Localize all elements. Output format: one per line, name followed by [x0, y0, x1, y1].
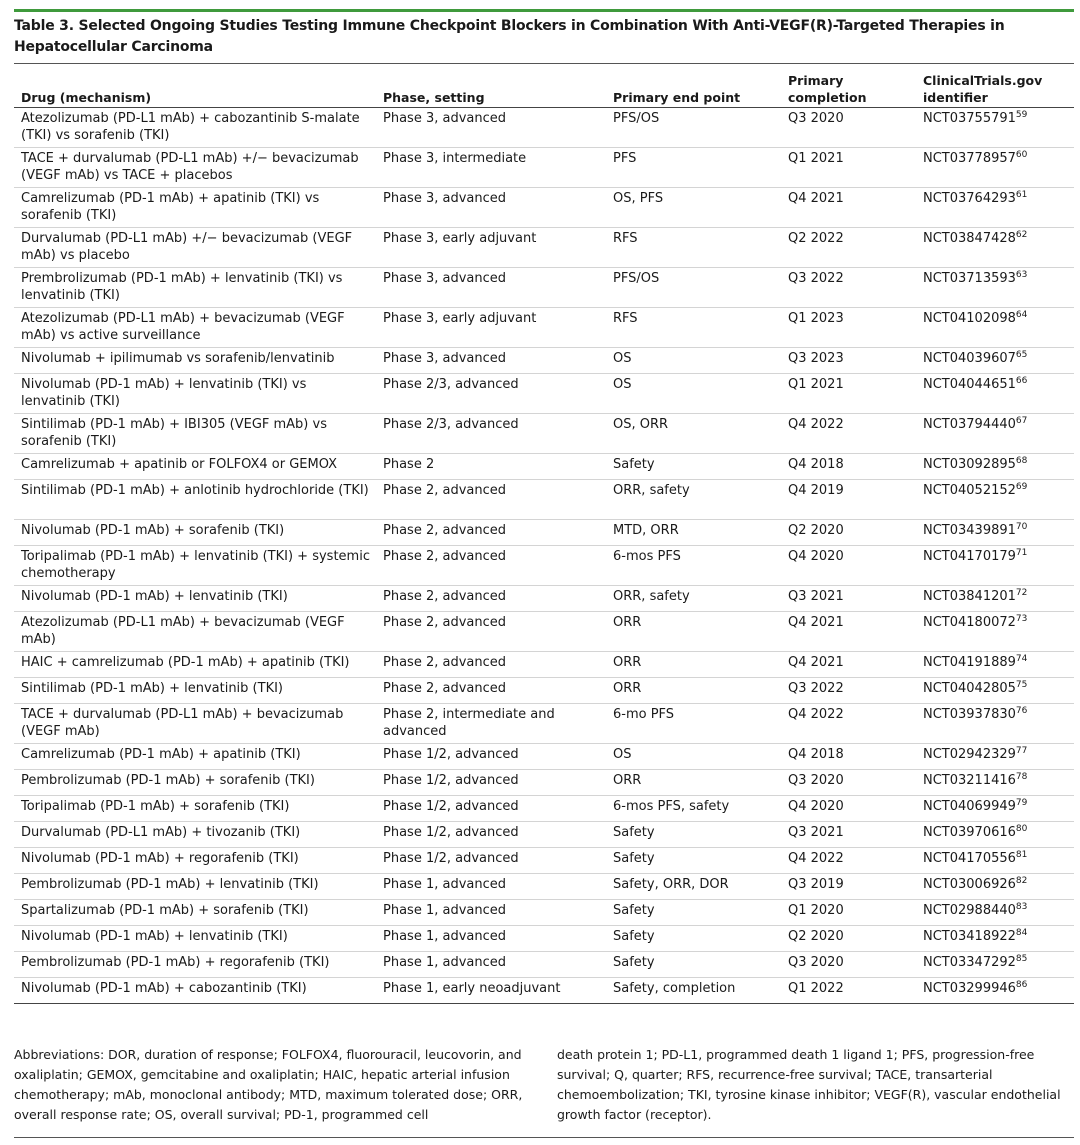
cell-endpoint: Safety: [606, 900, 781, 926]
cell-phase: Phase 1/2, advanced: [376, 744, 606, 770]
cell-phase: Phase 2/3, advanced: [376, 374, 606, 414]
cell-endpoint: OS, ORR: [606, 414, 781, 454]
cell-identifier: [916, 228, 1074, 268]
cell-completion: Q4 2022: [781, 414, 916, 454]
cell-identifier: [916, 454, 1074, 480]
cell-completion: Q3 2022: [781, 268, 916, 308]
cell-drug: Atezolizumab (PD-L1 mAb) + bevacizumab (VEGF mAb): [14, 612, 376, 652]
header-row: [14, 70, 1074, 108]
nct-id: NCT03092895: [923, 457, 1016, 472]
cell-endpoint: ORR, safety: [606, 480, 781, 520]
cell-drug: Nivolumab (PD-1 mAb) + sorafenib (TKI): [14, 520, 376, 546]
cell-endpoint: PFS: [606, 148, 781, 188]
reference-number: 84: [1015, 928, 1028, 938]
cell-drug: Durvalumab (PD-L1 mAb) +/− bevacizumab (VEGF mAb) vs placebo: [14, 228, 376, 268]
cell-completion: Q4 2021: [781, 652, 916, 678]
cell-completion: Q3 2020: [781, 952, 916, 978]
cell-identifier: [916, 652, 1074, 678]
table-row: [14, 848, 1074, 874]
cell-identifier: [916, 796, 1074, 822]
header-completion: Primary completion: [781, 70, 916, 108]
cell-identifier: [916, 374, 1074, 414]
cell-drug: Sintilimab (PD-1 mAb) + IBI305 (VEGF mAb) vs sorafenib (TKI): [14, 414, 376, 454]
nct-id: NCT04191889: [923, 655, 1016, 670]
cell-endpoint: Safety: [606, 848, 781, 874]
nct-id: NCT03418922: [923, 929, 1016, 944]
cell-completion: Q4 2021: [781, 612, 916, 652]
cell-phase: Phase 2/3, advanced: [376, 414, 606, 454]
cell-phase: Phase 2, advanced: [376, 520, 606, 546]
reference-number: 75: [1015, 680, 1028, 690]
cell-drug: Sintilimab (PD-1 mAb) + anlotinib hydrochloride (TKI): [14, 480, 376, 520]
cell-phase: Phase 3, advanced: [376, 268, 606, 308]
reference-number: 86: [1015, 980, 1028, 990]
nct-id: NCT04069949: [923, 799, 1016, 814]
table-row: [14, 188, 1074, 228]
nct-id: NCT04170556: [923, 851, 1016, 866]
cell-phase: Phase 2: [376, 454, 606, 480]
table-row: [14, 414, 1074, 454]
nct-id: NCT03841201: [923, 589, 1016, 604]
table-row: [14, 228, 1074, 268]
cell-drug: Atezolizumab (PD-L1 mAb) + bevacizumab (VEGF mAb) vs active surveillance: [14, 308, 376, 348]
cell-endpoint: OS: [606, 744, 781, 770]
cell-endpoint: 6-mo PFS: [606, 704, 781, 744]
table-row: [14, 926, 1074, 952]
reference-number: 63: [1015, 270, 1028, 280]
table-row: [14, 480, 1074, 520]
nct-id: NCT04039607: [923, 351, 1016, 366]
cell-endpoint: OS: [606, 374, 781, 414]
cell-phase: Phase 1, early neoadjuvant: [376, 978, 606, 1004]
cell-identifier: [916, 704, 1074, 744]
header-phase: Phase, setting: [376, 70, 606, 108]
cell-endpoint: ORR: [606, 678, 781, 704]
reference-number: 81: [1015, 850, 1028, 860]
cell-identifier: [916, 744, 1074, 770]
nct-id: NCT04102098: [923, 311, 1016, 326]
cell-drug: Toripalimab (PD-1 mAb) + sorafenib (TKI): [14, 796, 376, 822]
reference-number: 60: [1015, 150, 1028, 160]
cell-completion: Q3 2021: [781, 822, 916, 848]
table-row: [14, 952, 1074, 978]
table-row: [14, 546, 1074, 586]
cell-identifier: [916, 978, 1074, 1004]
cell-phase: Phase 2, advanced: [376, 546, 606, 586]
nct-id: NCT02988440: [923, 903, 1016, 918]
cell-drug: Nivolumab (PD-1 mAb) + lenvatinib (TKI) vs lenvatinib (TKI): [14, 374, 376, 414]
reference-number: 61: [1015, 190, 1028, 200]
cell-endpoint: PFS/OS: [606, 268, 781, 308]
cell-identifier: [916, 612, 1074, 652]
table-row: [14, 454, 1074, 480]
cell-phase: Phase 2, advanced: [376, 678, 606, 704]
cell-phase: Phase 3, advanced: [376, 108, 606, 148]
cell-phase: Phase 2, advanced: [376, 612, 606, 652]
nct-id: NCT03847428: [923, 231, 1016, 246]
reference-number: 71: [1015, 548, 1028, 558]
reference-number: 85: [1015, 954, 1028, 964]
cell-identifier: [916, 926, 1074, 952]
cell-identifier: [916, 188, 1074, 228]
nct-id: NCT03439891: [923, 523, 1016, 538]
cell-endpoint: RFS: [606, 228, 781, 268]
cell-endpoint: ORR, safety: [606, 586, 781, 612]
reference-number: 65: [1015, 350, 1028, 360]
table-row: [14, 822, 1074, 848]
cell-identifier: [916, 148, 1074, 188]
cell-completion: Q1 2022: [781, 978, 916, 1004]
cell-endpoint: Safety, ORR, DOR: [606, 874, 781, 900]
nct-id: NCT03794440: [923, 417, 1016, 432]
cell-endpoint: OS: [606, 348, 781, 374]
table-row: [14, 520, 1074, 546]
cell-completion: Q3 2020: [781, 770, 916, 796]
cell-drug: Pembrolizumab (PD-1 mAb) + regorafenib (TKI): [14, 952, 376, 978]
cell-identifier: [916, 520, 1074, 546]
nct-id: NCT04180072: [923, 615, 1016, 630]
abbreviations-right: death protein 1; PD-L1, programmed death 1 ligand 1; PFS, progression-free survival; Q, quarter; RFS, recurrence-free survival; TACE, transarterial chemoembolization; TKI, tyrosine kinase inhibitor; VEGF(R), vascular endothelial growth factor (receptor).: [557, 1047, 1061, 1122]
cell-endpoint: PFS/OS: [606, 108, 781, 148]
cell-identifier: [916, 348, 1074, 374]
nct-id: NCT03937830: [923, 707, 1016, 722]
reference-number: 73: [1015, 614, 1028, 624]
cell-phase: Phase 1, advanced: [376, 952, 606, 978]
reference-number: 64: [1015, 310, 1028, 320]
cell-endpoint: ORR: [606, 612, 781, 652]
header-endpoint: Primary end point: [606, 70, 781, 108]
cell-phase: Phase 3, advanced: [376, 188, 606, 228]
cell-phase: Phase 3, advanced: [376, 348, 606, 374]
table-row: [14, 744, 1074, 770]
cell-drug: Camrelizumab + apatinib or FOLFOX4 or GEMOX: [14, 454, 376, 480]
cell-identifier: [916, 678, 1074, 704]
cell-completion: Q4 2020: [781, 546, 916, 586]
nct-id: NCT02942329: [923, 747, 1016, 762]
cell-endpoint: OS, PFS: [606, 188, 781, 228]
table-row: [14, 148, 1074, 188]
nct-id: NCT03006926: [923, 877, 1016, 892]
cell-drug: TACE + durvalumab (PD-L1 mAb) +/− bevacizumab (VEGF mAb) vs TACE + placebos: [14, 148, 376, 188]
reference-number: 62: [1015, 230, 1028, 240]
table-row: [14, 374, 1074, 414]
cell-identifier: [916, 848, 1074, 874]
cell-drug: Durvalumab (PD-L1 mAb) + tivozanib (TKI): [14, 822, 376, 848]
reference-number: 79: [1015, 798, 1028, 808]
reference-number: 78: [1015, 772, 1028, 782]
cell-completion: Q4 2021: [781, 188, 916, 228]
cell-phase: Phase 1, advanced: [376, 900, 606, 926]
cell-drug: Camrelizumab (PD-1 mAb) + apatinib (TKI) vs sorafenib (TKI): [14, 188, 376, 228]
cell-drug: Nivolumab (PD-1 mAb) + lenvatinib (TKI): [14, 586, 376, 612]
cell-completion: Q1 2021: [781, 374, 916, 414]
cell-endpoint: ORR: [606, 652, 781, 678]
table-row: [14, 900, 1074, 926]
header-top-rule: [14, 63, 1074, 64]
cell-drug: Nivolumab (PD-1 mAb) + regorafenib (TKI): [14, 848, 376, 874]
table-row: [14, 978, 1074, 1004]
cell-completion: Q2 2022: [781, 228, 916, 268]
cell-drug: Spartalizumab (PD-1 mAb) + sorafenib (TKI): [14, 900, 376, 926]
cell-drug: TACE + durvalumab (PD-L1 mAb) + bevacizumab (VEGF mAb): [14, 704, 376, 744]
cell-completion: Q4 2020: [781, 796, 916, 822]
cell-identifier: [916, 546, 1074, 586]
reference-number: 80: [1015, 824, 1028, 834]
nct-id: NCT03764293: [923, 191, 1016, 206]
nct-id: NCT03778957: [923, 151, 1016, 166]
table-row: [14, 308, 1074, 348]
cell-identifier: [916, 952, 1074, 978]
cell-drug: Nivolumab (PD-1 mAb) + lenvatinib (TKI): [14, 926, 376, 952]
cell-phase: Phase 1/2, advanced: [376, 848, 606, 874]
cell-phase: Phase 3, early adjuvant: [376, 228, 606, 268]
cell-completion: Q4 2019: [781, 480, 916, 520]
cell-identifier: [916, 268, 1074, 308]
nct-id: NCT03347292: [923, 955, 1016, 970]
table-row: [14, 268, 1074, 308]
table-row: [14, 612, 1074, 652]
cell-completion: Q3 2019: [781, 874, 916, 900]
cell-drug: Sintilimab (PD-1 mAb) + lenvatinib (TKI): [14, 678, 376, 704]
cell-drug: Camrelizumab (PD-1 mAb) + apatinib (TKI): [14, 744, 376, 770]
cell-identifier: [916, 822, 1074, 848]
reference-number: 77: [1015, 746, 1028, 756]
nct-id: NCT03970616: [923, 825, 1016, 840]
cell-drug: Pembrolizumab (PD-1 mAb) + lenvatinib (TKI): [14, 874, 376, 900]
reference-number: 70: [1015, 522, 1028, 532]
cell-completion: Q3 2023: [781, 348, 916, 374]
cell-drug: Nivolumab (PD-1 mAb) + cabozantinib (TKI): [14, 978, 376, 1004]
cell-phase: Phase 1/2, advanced: [376, 770, 606, 796]
cell-endpoint: Safety, completion: [606, 978, 781, 1004]
cell-identifier: [916, 480, 1074, 520]
studies-table: [14, 70, 1074, 1004]
cell-identifier: [916, 586, 1074, 612]
nct-id: NCT04044651: [923, 377, 1016, 392]
cell-endpoint: Safety: [606, 822, 781, 848]
reference-number: 72: [1015, 588, 1028, 598]
cell-identifier: [916, 900, 1074, 926]
table-row: [14, 586, 1074, 612]
cell-completion: Q2 2020: [781, 926, 916, 952]
cell-completion: Q4 2018: [781, 454, 916, 480]
nct-id: NCT03211416: [923, 773, 1016, 788]
cell-drug: HAIC + camrelizumab (PD-1 mAb) + apatinib (TKI): [14, 652, 376, 678]
cell-completion: Q4 2022: [781, 704, 916, 744]
cell-completion: Q1 2023: [781, 308, 916, 348]
cell-phase: Phase 1, advanced: [376, 874, 606, 900]
reference-number: 74: [1015, 654, 1028, 664]
table-row: [14, 348, 1074, 374]
reference-number: 83: [1015, 902, 1028, 912]
header-identifier: ClinicalTrials.gov identifier: [916, 70, 1074, 108]
cell-identifier: [916, 414, 1074, 454]
cell-completion: Q3 2022: [781, 678, 916, 704]
cell-phase: Phase 3, early adjuvant: [376, 308, 606, 348]
nct-id: NCT03299946: [923, 981, 1016, 996]
cell-phase: Phase 2, advanced: [376, 586, 606, 612]
reference-number: 59: [1015, 110, 1028, 120]
nct-id: NCT04052152: [923, 483, 1016, 498]
cell-endpoint: MTD, ORR: [606, 520, 781, 546]
cell-identifier: [916, 874, 1074, 900]
table-row: [14, 704, 1074, 744]
table-row: [14, 108, 1074, 148]
cell-endpoint: ORR: [606, 770, 781, 796]
cell-drug: Prembrolizumab (PD-1 mAb) + lenvatinib (TKI) vs lenvatinib (TKI): [14, 268, 376, 308]
cell-endpoint: RFS: [606, 308, 781, 348]
cell-completion: Q1 2021: [781, 148, 916, 188]
cell-identifier: [916, 308, 1074, 348]
reference-number: 66: [1015, 376, 1028, 386]
title-accent-bar: [14, 9, 1074, 12]
cell-endpoint: 6-mos PFS: [606, 546, 781, 586]
cell-drug: Toripalimab (PD-1 mAb) + lenvatinib (TKI) + systemic chemotherapy: [14, 546, 376, 586]
cell-phase: Phase 2, advanced: [376, 480, 606, 520]
cell-completion: Q1 2020: [781, 900, 916, 926]
nct-id: NCT03713593: [923, 271, 1016, 286]
cell-phase: Phase 1/2, advanced: [376, 822, 606, 848]
cell-drug: Pembrolizumab (PD-1 mAb) + sorafenib (TKI): [14, 770, 376, 796]
reference-number: 67: [1015, 416, 1028, 426]
cell-phase: Phase 2, advanced: [376, 652, 606, 678]
reference-number: 69: [1015, 482, 1028, 492]
reference-number: 76: [1015, 706, 1028, 716]
cell-completion: Q4 2018: [781, 744, 916, 770]
cell-completion: Q4 2022: [781, 848, 916, 874]
cell-completion: Q3 2021: [781, 586, 916, 612]
nct-id: NCT04042805: [923, 681, 1016, 696]
cell-phase: Phase 1, advanced: [376, 926, 606, 952]
cell-identifier: [916, 770, 1074, 796]
cell-completion: Q3 2020: [781, 108, 916, 148]
abbreviations-left: Abbreviations: DOR, duration of response; FOLFOX4, fluorouracil, leucovorin, and oxaliplatin; GEMOX, gemcitabine and oxaliplatin; HAIC, hepatic arterial infusion chemotherapy; mAb, monoclonal antibody; MTD, maximum tolerated dose; ORR, overall response rate; OS, overall survival; PD-1, programmed cell: [14, 1047, 523, 1122]
cell-phase: Phase 3, intermediate: [376, 148, 606, 188]
cell-endpoint: Safety: [606, 952, 781, 978]
cell-phase: Phase 1/2, advanced: [376, 796, 606, 822]
cell-drug: Atezolizumab (PD-L1 mAb) + cabozantinib S-malate (TKI) vs sorafenib (TKI): [14, 108, 376, 148]
reference-number: 82: [1015, 876, 1028, 886]
cell-endpoint: 6-mos PFS, safety: [606, 796, 781, 822]
cell-completion: Q2 2020: [781, 520, 916, 546]
cell-identifier: [916, 108, 1074, 148]
nct-id: NCT03755791: [923, 111, 1016, 126]
cell-endpoint: Safety: [606, 454, 781, 480]
nct-id: NCT04170179: [923, 549, 1016, 564]
cell-drug: Nivolumab + ipilimumab vs sorafenib/lenvatinib: [14, 348, 376, 374]
footer-rule: [14, 1137, 1074, 1138]
table-title: Table 3. Selected Ongoing Studies Testing Immune Checkpoint Blockers in Combination With Anti-VEGF(R)-Targeted Therapies in Hepatocellular Carcinoma: [14, 18, 1005, 55]
table-row: [14, 874, 1074, 900]
reference-number: 68: [1015, 456, 1028, 466]
table-row: [14, 678, 1074, 704]
cell-endpoint: Safety: [606, 926, 781, 952]
table-row: [14, 652, 1074, 678]
cell-phase: Phase 2, intermediate and advanced: [376, 704, 606, 744]
header-drug: Drug (mechanism): [14, 70, 376, 108]
table-row: [14, 770, 1074, 796]
table-row: [14, 796, 1074, 822]
